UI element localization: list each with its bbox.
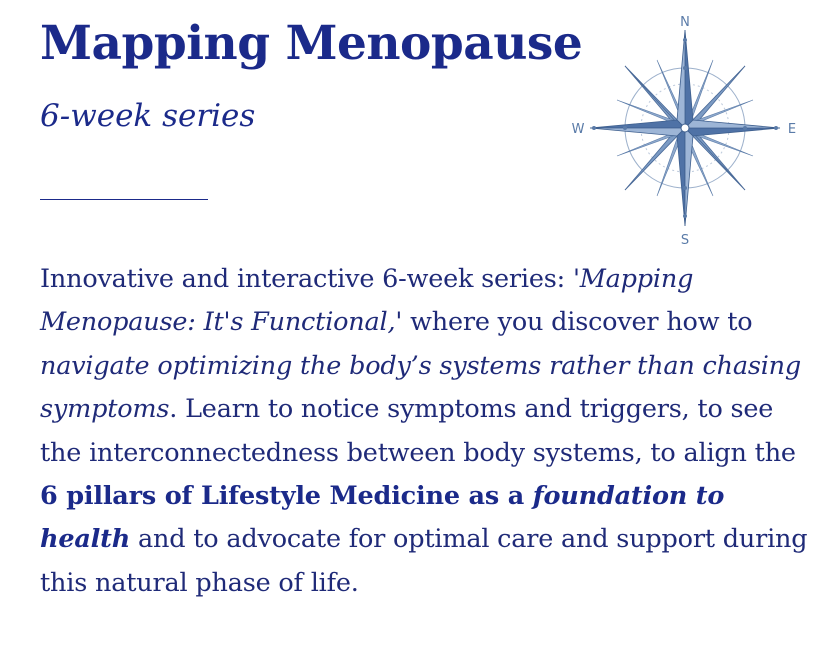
compass-west-label: W xyxy=(571,122,585,137)
title-divider xyxy=(40,199,208,200)
description-text-1: Innovative and interactive 6-week series: xyxy=(40,264,573,294)
foundation-phrase: foundation to health xyxy=(40,481,725,555)
description-text-3: . Learn to notice symptoms and triggers, to see the interconnectedness between body systems, to align the xyxy=(40,394,796,468)
compass-east-label: E xyxy=(787,122,797,137)
page-title: Mapping Menopause xyxy=(40,16,583,71)
compass-north-label: N xyxy=(680,15,690,30)
compass-rose-icon xyxy=(560,8,810,248)
lifestyle-pillars-phrase: 6 pillars of Lifestyle Medicine as a xyxy=(40,481,533,512)
compass-south-label: S xyxy=(680,233,690,248)
series-name-quote: 'Mapping Menopause: It's Functional,' xyxy=(40,264,694,338)
description-text-4: and to advocate for optimal care and support during this natural phase of life. xyxy=(40,524,808,598)
page-subtitle: 6-week series xyxy=(40,98,256,134)
description-text-2: where you discover how to xyxy=(402,307,753,338)
series-description xyxy=(40,258,815,605)
navigate-phrase: navigate optimizing the body’s systems rather than chasing symptoms xyxy=(40,350,802,425)
